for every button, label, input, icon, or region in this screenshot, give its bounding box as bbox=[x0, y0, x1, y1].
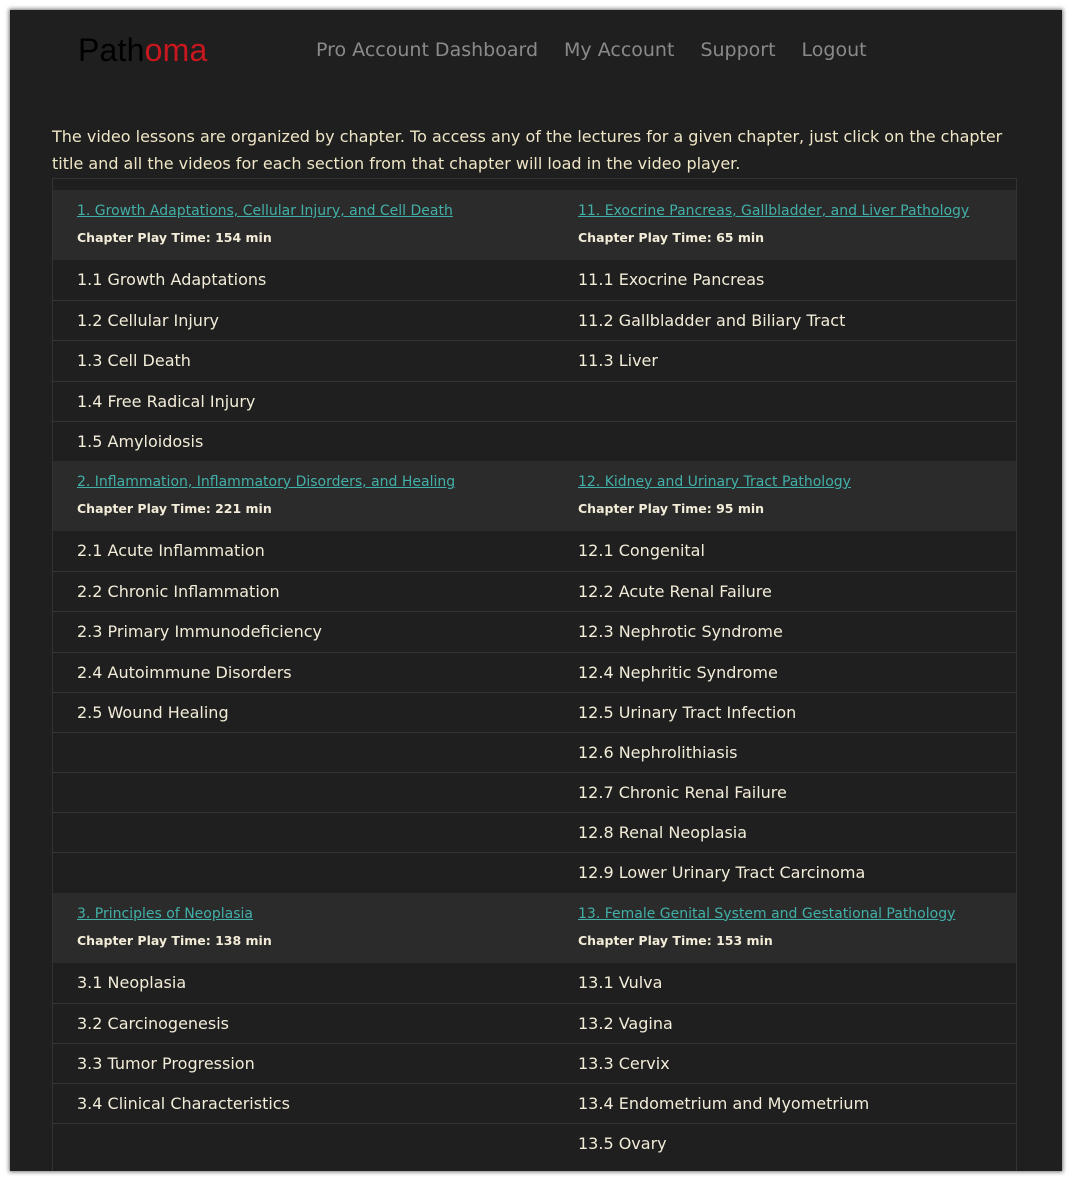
lesson-item[interactable]: 3.3 Tumor Progression bbox=[77, 1054, 255, 1073]
lesson-item[interactable]: 2.2 Chronic Inflammation bbox=[77, 582, 280, 602]
lesson-item[interactable]: 13.5 Ovary bbox=[578, 1134, 667, 1154]
lesson-row bbox=[53, 692, 1016, 732]
lesson-item[interactable]: 12.2 Acute Renal Failure bbox=[578, 582, 772, 602]
lesson-row bbox=[53, 1043, 1016, 1083]
lesson-row bbox=[53, 652, 1016, 692]
chapter-play-time: Chapter Play Time: 138 min bbox=[77, 932, 272, 948]
chapter-title-link[interactable]: 2. Inflammation, Inflammatory Disorders, and Healing bbox=[77, 473, 456, 490]
chapter-header-cell bbox=[554, 461, 1016, 531]
lesson-item[interactable]: 12.7 Chronic Renal Failure bbox=[578, 783, 787, 803]
chapter-header-row bbox=[53, 461, 1016, 531]
lesson-item[interactable]: 12.4 Nephritic Syndrome bbox=[578, 662, 778, 682]
logo-part-oma: oma bbox=[144, 32, 208, 68]
lesson-item[interactable]: 13.4 Endometrium and Myometrium bbox=[578, 1094, 870, 1114]
chapter-header-cell bbox=[554, 190, 1016, 260]
lesson-item[interactable]: 1.1 Growth Adaptations bbox=[77, 270, 267, 289]
chapter-play-time: Chapter Play Time: 153 min bbox=[578, 932, 773, 948]
empty-cell bbox=[53, 1124, 554, 1163]
pathoma-logo[interactable] bbox=[78, 30, 208, 70]
lesson-item[interactable]: 12.6 Nephrolithiasis bbox=[578, 742, 738, 762]
lesson-item[interactable]: 13.1 Vulva bbox=[578, 972, 663, 992]
lesson-row bbox=[53, 772, 1016, 812]
lesson-row bbox=[53, 571, 1016, 611]
empty-cell bbox=[53, 853, 554, 892]
chapter-table bbox=[52, 178, 1017, 1171]
lesson-item[interactable]: 3.1 Neoplasia bbox=[77, 972, 187, 992]
empty-cell bbox=[554, 422, 1016, 461]
top-nav bbox=[316, 36, 867, 64]
lesson-item[interactable]: 12.8 Renal Neoplasia bbox=[578, 823, 748, 843]
lesson-row bbox=[53, 1123, 1016, 1163]
lesson-row bbox=[53, 852, 1016, 892]
lesson-row bbox=[53, 421, 1016, 461]
intro-text: The video lessons are organized by chapter. To access any of the lectures for a given chapter, just click on the chapter title and all the videos for each section from that chapter will load in the video player. bbox=[52, 127, 1003, 173]
chapter-play-time: Chapter Play Time: 154 min bbox=[77, 230, 272, 245]
lesson-row bbox=[53, 1083, 1016, 1123]
lesson-item[interactable]: 3.2 Carcinogenesis bbox=[77, 1013, 230, 1033]
chapter-title-link[interactable]: 3. Principles of Neoplasia bbox=[77, 905, 253, 922]
lesson-item[interactable]: 1.5 Amyloidosis bbox=[77, 431, 204, 451]
lesson-item[interactable]: 12.3 Nephrotic Syndrome bbox=[578, 622, 783, 642]
lesson-item[interactable]: 2.3 Primary Immunodeficiency bbox=[77, 622, 322, 642]
lesson-row bbox=[53, 963, 1016, 1003]
chapter-title-link[interactable]: 13. Female Genital System and Gestational Pathology bbox=[578, 905, 956, 922]
nav-logout[interactable]: Logout bbox=[801, 39, 867, 61]
nav-pro-account-dashboard[interactable]: Pro Account Dashboard bbox=[316, 39, 539, 61]
lesson-row bbox=[53, 1003, 1016, 1043]
empty-cell bbox=[53, 773, 554, 812]
empty-cell bbox=[53, 733, 554, 772]
browser-page bbox=[10, 10, 1062, 1171]
chapter-play-time: Chapter Play Time: 65 min bbox=[578, 230, 765, 245]
chapter-header-row bbox=[53, 190, 1016, 260]
chapter-title-link[interactable]: 12. Kidney and Urinary Tract Pathology bbox=[578, 473, 851, 490]
lesson-row bbox=[53, 381, 1016, 421]
lesson-item[interactable]: 2.4 Autoimmune Disorders bbox=[77, 662, 292, 682]
lesson-item[interactable]: 11.1 Exocrine Pancreas bbox=[578, 270, 765, 289]
chapter-title-link[interactable]: 1. Growth Adaptations, Cellular Injury, and Cell Death bbox=[77, 203, 453, 219]
lesson-item[interactable]: 3.4 Clinical Characteristics bbox=[77, 1094, 290, 1114]
chapter-header-row bbox=[53, 893, 1016, 963]
lesson-item[interactable]: 1.4 Free Radical Injury bbox=[77, 391, 256, 411]
lesson-row bbox=[53, 812, 1016, 852]
chapter-header-cell bbox=[53, 190, 554, 260]
lesson-item[interactable]: 2.1 Acute Inflammation bbox=[77, 540, 265, 560]
chapter-header-cell bbox=[554, 893, 1016, 963]
lesson-item[interactable]: 12.9 Lower Urinary Tract Carcinoma bbox=[578, 863, 866, 883]
lesson-item[interactable]: 1.2 Cellular Injury bbox=[77, 311, 219, 331]
lesson-item[interactable]: 11.3 Liver bbox=[578, 351, 658, 371]
empty-cell bbox=[53, 813, 554, 852]
lesson-item[interactable]: 13.3 Cervix bbox=[578, 1054, 670, 1073]
lesson-item[interactable]: 12.1 Congenital bbox=[578, 540, 705, 560]
lesson-row bbox=[53, 732, 1016, 772]
nav-support[interactable]: Support bbox=[700, 39, 776, 61]
lesson-row bbox=[53, 611, 1016, 651]
lesson-item[interactable]: 11.2 Gallbladder and Biliary Tract bbox=[578, 311, 846, 331]
lesson-row bbox=[53, 531, 1016, 571]
chapter-header-cell bbox=[53, 461, 554, 531]
lesson-item[interactable]: 1.3 Cell Death bbox=[77, 351, 191, 371]
logo-part-path: Path bbox=[78, 32, 145, 68]
chapter-header-cell bbox=[53, 893, 554, 963]
lesson-row bbox=[53, 300, 1016, 340]
chapter-title-link[interactable]: 11. Exocrine Pancreas, Gallbladder, and Liver Pathology bbox=[578, 203, 970, 219]
lesson-item[interactable]: 2.5 Wound Healing bbox=[77, 702, 229, 722]
lesson-item[interactable]: 12.5 Urinary Tract Infection bbox=[578, 702, 797, 722]
nav-my-account[interactable]: My Account bbox=[564, 39, 675, 61]
lesson-item[interactable]: 13.2 Vagina bbox=[578, 1013, 673, 1033]
lesson-row bbox=[53, 260, 1016, 300]
chapter-play-time: Chapter Play Time: 221 min bbox=[77, 500, 272, 516]
empty-cell bbox=[554, 382, 1016, 421]
lesson-row bbox=[53, 340, 1016, 380]
chapter-play-time: Chapter Play Time: 95 min bbox=[578, 500, 765, 516]
